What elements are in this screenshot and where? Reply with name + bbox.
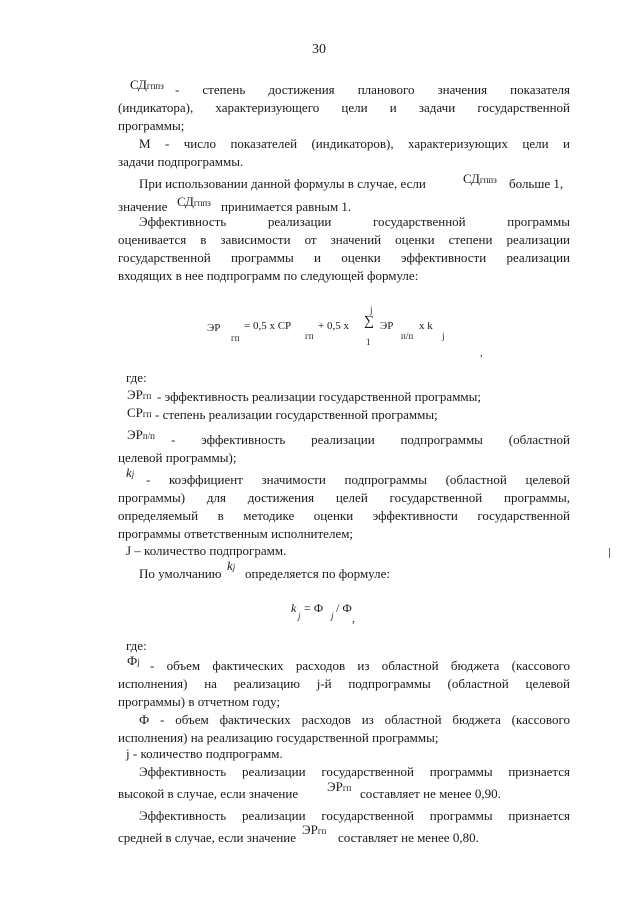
formula2-k-sub: j [298,611,301,621]
medium-line2a: средней в случае, если значение [118,830,297,845]
default-text-b: определяется по формуле: [245,566,390,581]
medium-line2b: составляет не менее 0,80. [338,830,479,845]
k-definition-line3: определяемый в методике оценки эффективности государственной [118,508,570,523]
er-symbol: ЭРгп [127,387,152,402]
formula-use-line1a: При использовании данной формулы в случае, если [139,176,426,191]
formula1-term-sub: п/п [401,331,414,341]
f-definition-line1: Ф - объем фактических расходов из областной бюджета (кассового [139,712,570,727]
formula1-lhs-sub: гп [231,333,240,343]
formula2-f-sub: j [331,611,334,621]
erpp-definition-line1: - эффективность реализации подпрограммы (областной [171,432,570,447]
formula-use-line2b: принимается равным 1. [221,199,352,214]
margin-mark [609,548,610,558]
formula1-sigma: ∑ [364,314,374,329]
f-definition-line2: исполнения) на реализацию государственной программы; [118,730,439,745]
formula1-comma: , [480,347,483,359]
formula1-lhs: ЭР [207,322,221,334]
default-text-a: По умолчанию [139,566,222,581]
formula1-term: ЭР [380,320,394,332]
fj-symbol: Фj [127,653,140,668]
k-definition-line2: программы) для достижения целей государственной программы, [118,490,570,505]
erpp-symbol: ЭРп/п [127,427,155,442]
where-label-2: где: [126,638,147,653]
erpp-definition-line2: целевой программы); [118,450,237,465]
formula1-sigma-bot: 1 [366,337,371,347]
m-definition-line1: М - число показателей (индикаторов), характеризующих цели и [139,136,570,151]
fj-definition-line1: - объем фактических расходов из областной бюджета (кассового [150,658,570,673]
formula1-plus: + 0,5 х [318,320,349,332]
j-count-definition: J – количество подпрограмм. [126,543,287,558]
page-number: 30 [312,42,326,57]
er-definition: - эффективность реализации государственной программы; [157,389,481,404]
default-k-symbol: kj [227,558,236,573]
high-line2b: составляет не менее 0,90. [360,786,501,801]
eff-intro-line3: государственной программы и оценки эффективности реализации [118,250,570,265]
eff-intro-line1: Эффективность реализации государственной программы [139,214,570,229]
k-definition-line4: программы ответственным исполнителем; [118,526,354,541]
sd-definition-line3: программы; [118,118,185,133]
fj-definition-line2: исполнения) на реализацию j-й подпрограммы (областной целевой [118,676,570,691]
formula-use-line1b: больше 1, [509,176,564,191]
k-symbol: kj [126,465,135,480]
formula1-cp-sub: гп [305,331,314,341]
where-label-1: где: [126,370,147,385]
formula-use-symbol: СДгппз [463,171,497,186]
cr-definition: - степень реализации государственной программы; [155,407,438,422]
k-definition-line1: - коэффициент значимости подпрограммы (областной целевой [146,472,570,487]
formula2-k: k [291,601,297,615]
formula-use-line2a: значение [118,199,168,214]
j-subprograms-definition: j - количество подпрограмм. [126,746,283,761]
medium-symbol: ЭРгп [302,822,327,837]
high-line2a: высокой в случае, если значение [118,786,299,801]
high-symbol: ЭРгп [327,779,352,794]
formula2-eq: = Ф [304,601,324,615]
medium-line1: Эффективность реализации государственной программы признается [139,808,570,823]
formula2-comma: , [352,611,355,625]
formula1-k-sub: j [442,331,445,341]
formula1-sigma-top: j [370,305,373,315]
cr-symbol: СРгп [127,405,152,420]
formula1-k: х k [419,320,433,332]
formula1-eq: = 0,5 х СР [244,320,292,332]
sd-symbol: СДгппз [130,77,164,92]
eff-intro-line4: входящих в нее подпрограмм по следующей формуле: [118,268,419,283]
fj-definition-line3: программы) в отчетном году; [118,694,281,709]
sd-definition-line2: (индикатора), характеризующего цели и задачи государственной [118,100,570,115]
sd-definition-line1: - степень достижения планового значения показателя [175,82,570,97]
high-line1: Эффективность реализации государственной программы признается [139,764,570,779]
formula-use-symbol2: СДгппз [177,194,211,209]
eff-intro-line2: оценивается в зависимости от значений оценки степени реализации [118,232,570,247]
formula2-div: / Ф [336,601,352,615]
m-definition-line2: задачи подпрограммы. [118,154,244,169]
